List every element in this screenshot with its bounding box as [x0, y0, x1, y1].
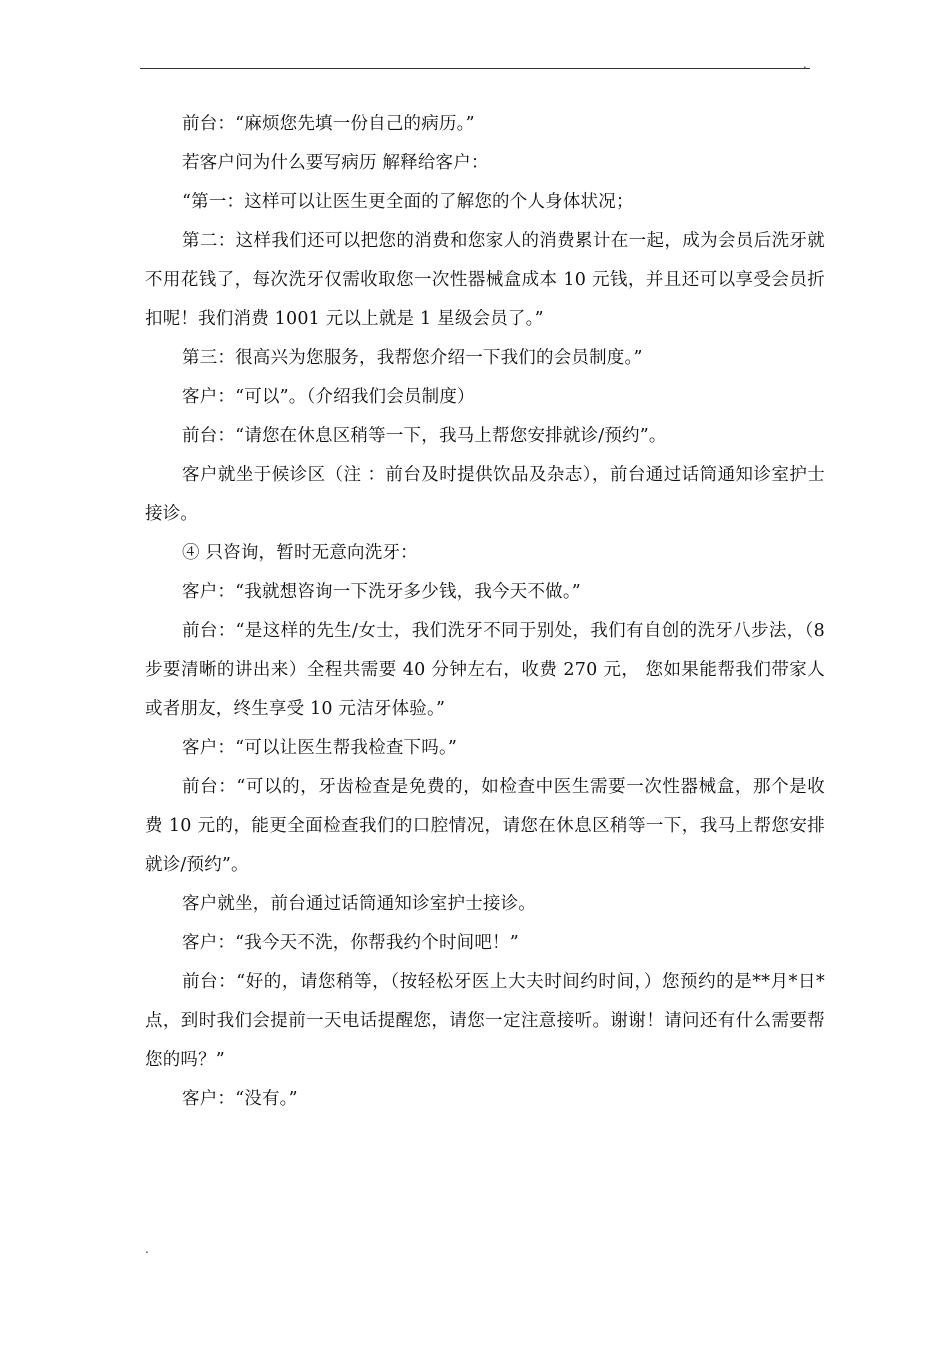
paragraph: 客户就坐，前台通过话筒通知诊室护士接诊。 — [182, 894, 536, 914]
paragraph: 客户就坐于候诊区（注 ：前台及时提供饮品及杂志），前台通过话筒通知诊室护士接诊。 — [145, 465, 825, 524]
paragraph: 客户：“我就想咨询一下洗牙多少钱，我今天不做。” — [182, 582, 581, 602]
paragraph: 前台：“麻烦您先填一份自己的病历。” — [182, 114, 475, 134]
paragraph: 客户：“可以”。（介绍我们会员制度） — [182, 387, 475, 407]
paragraph: 第二：这样我们还可以把您的消费和您家人的消费累计在一起，成为会员后洗牙就不用花钱了，每次洗牙仅需收取您一次性器械盒成本 10 元钱，并且还可以享受会员折扣呢！我们消费 1001 元以上就是 1 星级会员了。” — [145, 231, 825, 329]
paragraph: 前台：“请您在休息区稍等一下，我马上帮您安排就诊/预约”。 — [182, 426, 667, 446]
paragraph: 客户：“没有。” — [182, 1089, 298, 1109]
footer-mark: . — [145, 1242, 149, 1256]
paragraph: 前台：“可以的，牙齿检查是免费的，如检查中医生需要一次性器械盒，那个是收费 10 元的，能更全面检查我们的口腔情况，请您在休息区稍等一下，我马上帮您安排就诊/预约”。 — [145, 777, 826, 875]
paragraph: 第三：很高兴为您服务，我帮您介绍一下我们的会员制度。” — [182, 348, 643, 368]
paragraph: 前台：“好的，请您稍等，（按轻松牙医上大夫时间约时间，）您预约的是**月*日*点，到时我们会提前一天电话提醒您，请您一定注意接听。谢谢！请问还有什么需要帮您的吗？” — [145, 972, 825, 1070]
paragraph: 前台：“是这样的先生/女士，我们洗牙不同于别处，我们有自创的洗牙八步法，（8 步要清晰的讲出来）全程共需要 40 分钟左右，收费 270 元， 您如果能帮我们带家人或者朋友，终生享受 10 元洁牙体验。” — [145, 621, 825, 719]
header-mark: . — [803, 57, 807, 71]
section-heading: ④ 只咨询，暂时无意向洗牙： — [182, 543, 418, 563]
paragraph: 若客户问为什么要写病历 解释给客户： — [182, 153, 489, 173]
paragraph: 客户：“可以让医生帮我检查下吗。” — [182, 738, 458, 758]
header-rule — [140, 68, 810, 69]
paragraph: 客户：“我今天不洗，你帮我约个时间吧！” — [182, 933, 519, 953]
paragraph: “第一：这样可以让医生更全面的了解您的个人身体状况； — [182, 192, 634, 212]
document-body — [145, 105, 825, 1119]
